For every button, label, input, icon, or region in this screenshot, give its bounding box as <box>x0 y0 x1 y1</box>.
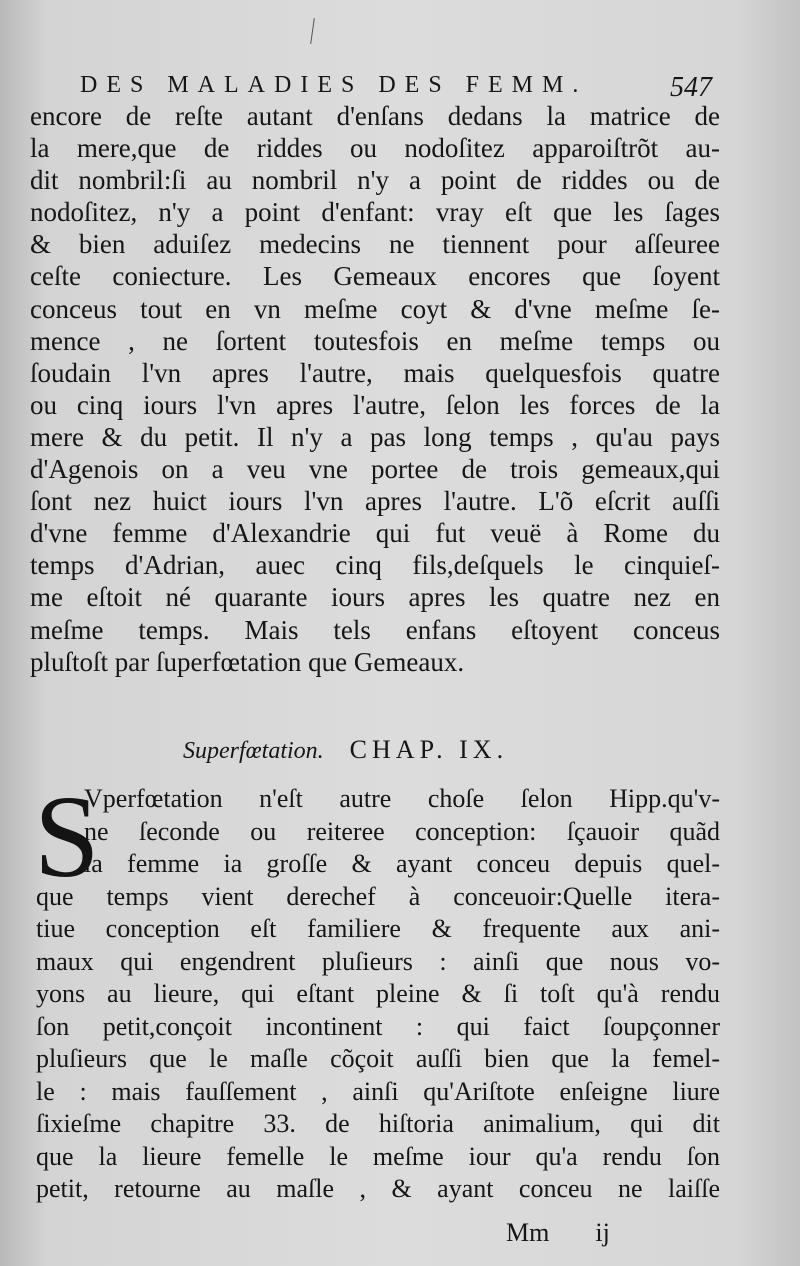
drop-cap: S <box>34 771 100 902</box>
text-line: dit nombril:ſi au nombril n'y a point de riddes ou de <box>30 165 720 196</box>
text-line: & bien aduiſez medecins ne tiennent pour aſſeuree <box>30 229 720 260</box>
chapter-title: Superfœtation. <box>183 738 324 764</box>
text-line: temps d'Adrian, auec cinq fils,deſquels le cinquieſ- <box>30 550 720 581</box>
text-line: ceſte coniecture. Les Gemeaux encores que ſoyent <box>30 261 720 292</box>
text-line: ſont nez huict iours l'vn apres l'autre. L'õ eſcrit auſſi <box>30 486 720 517</box>
text-line: ne ſeconde ou reiteree conception: ſçauoir quãd <box>84 816 720 846</box>
text-line: que la lieure femelle le meſme iour qu'a rendu ſon <box>36 1141 720 1171</box>
text-line-last: pluſtoſt par ſuperfœtation que Gemeaux. <box>30 646 465 677</box>
text-line: ſixieſme chapitre 33. de hiſtoria animalium, qui dit <box>36 1109 720 1138</box>
text-line: Vperfœtation n'eſt autre choſe ſelon Hipp.qu'v- <box>84 784 720 813</box>
text-line: ſoudain l'vn apres l'autre, mais quelquesfois quatre <box>30 357 720 388</box>
text-line: le : mais fauſſement , ainſi qu'Ariſtote enſeigne liure <box>36 1076 720 1106</box>
text-line: petit, retourne au maſle , & ayant conceu ne laiſſe <box>36 1174 720 1203</box>
text-line: la mere,que de riddes ou nodoſitez apparoiſtrõt au- <box>30 133 720 164</box>
chapter-heading <box>183 735 508 765</box>
text-line: ſon petit,conçoit incontinent : qui faict ſoupçonner <box>36 1011 720 1041</box>
signature-mark <box>506 1218 610 1248</box>
text-line: d'vne femme d'Alexandrie qui fut veuë à Rome du <box>30 518 720 549</box>
text-line: pluſieurs que le maſle cõçoit auſſi bien que la femel- <box>36 1044 720 1073</box>
text-line: mere & du petit. Il n'y a pas long temps , qu'au pays <box>30 421 720 452</box>
running-head: DES MALADIES DES FEMM. <box>80 72 588 98</box>
text-line: yons au lieure, qui eſtant pleine & ſi toſt qu'à rendu <box>36 979 720 1008</box>
signature-number: ij <box>595 1218 610 1247</box>
signature-letters: Mm <box>506 1218 550 1247</box>
text-line: conceus tout en vn meſme coyt & d'vne meſme ſe- <box>30 293 720 324</box>
text-line: nodoſitez, n'y a point d'enfant: vray eſt que les ſages <box>30 197 720 228</box>
text-line: d'Agenois on a veu vne portee de trois gemeaux,qui <box>30 454 720 485</box>
text-line: que temps vient derechef à conceuoir:Quelle itera- <box>36 881 720 911</box>
text-line: meſme temps. Mais tels enfans eſtoyent conceus <box>30 614 720 645</box>
chapter-number: CHAP. IX. <box>349 735 509 764</box>
body-text <box>30 100 720 678</box>
text-line: encore de reſte autant d'enſans dedans la matrice de <box>30 101 720 131</box>
text-line: maux qui engendrent pluſieurs : ainſi que nous vo- <box>36 946 720 976</box>
text-line: la femme ia groſſe & ayant conceu depuis quel- <box>84 849 720 878</box>
ink-mark <box>310 18 315 44</box>
text-line: tiue conception eſt familiere & frequente aux ani- <box>36 914 720 943</box>
text-line: mence , ne ſortent toutesfois en meſme temps ou <box>30 325 720 356</box>
text-line: me eſtoit né quarante iours apres les quatre nez en <box>30 582 720 613</box>
page-number: 547 <box>670 72 712 103</box>
chapter-text <box>36 783 720 1206</box>
text-line: ou cinq iours l'vn apres l'autre, ſelon les forces de la <box>30 389 720 420</box>
